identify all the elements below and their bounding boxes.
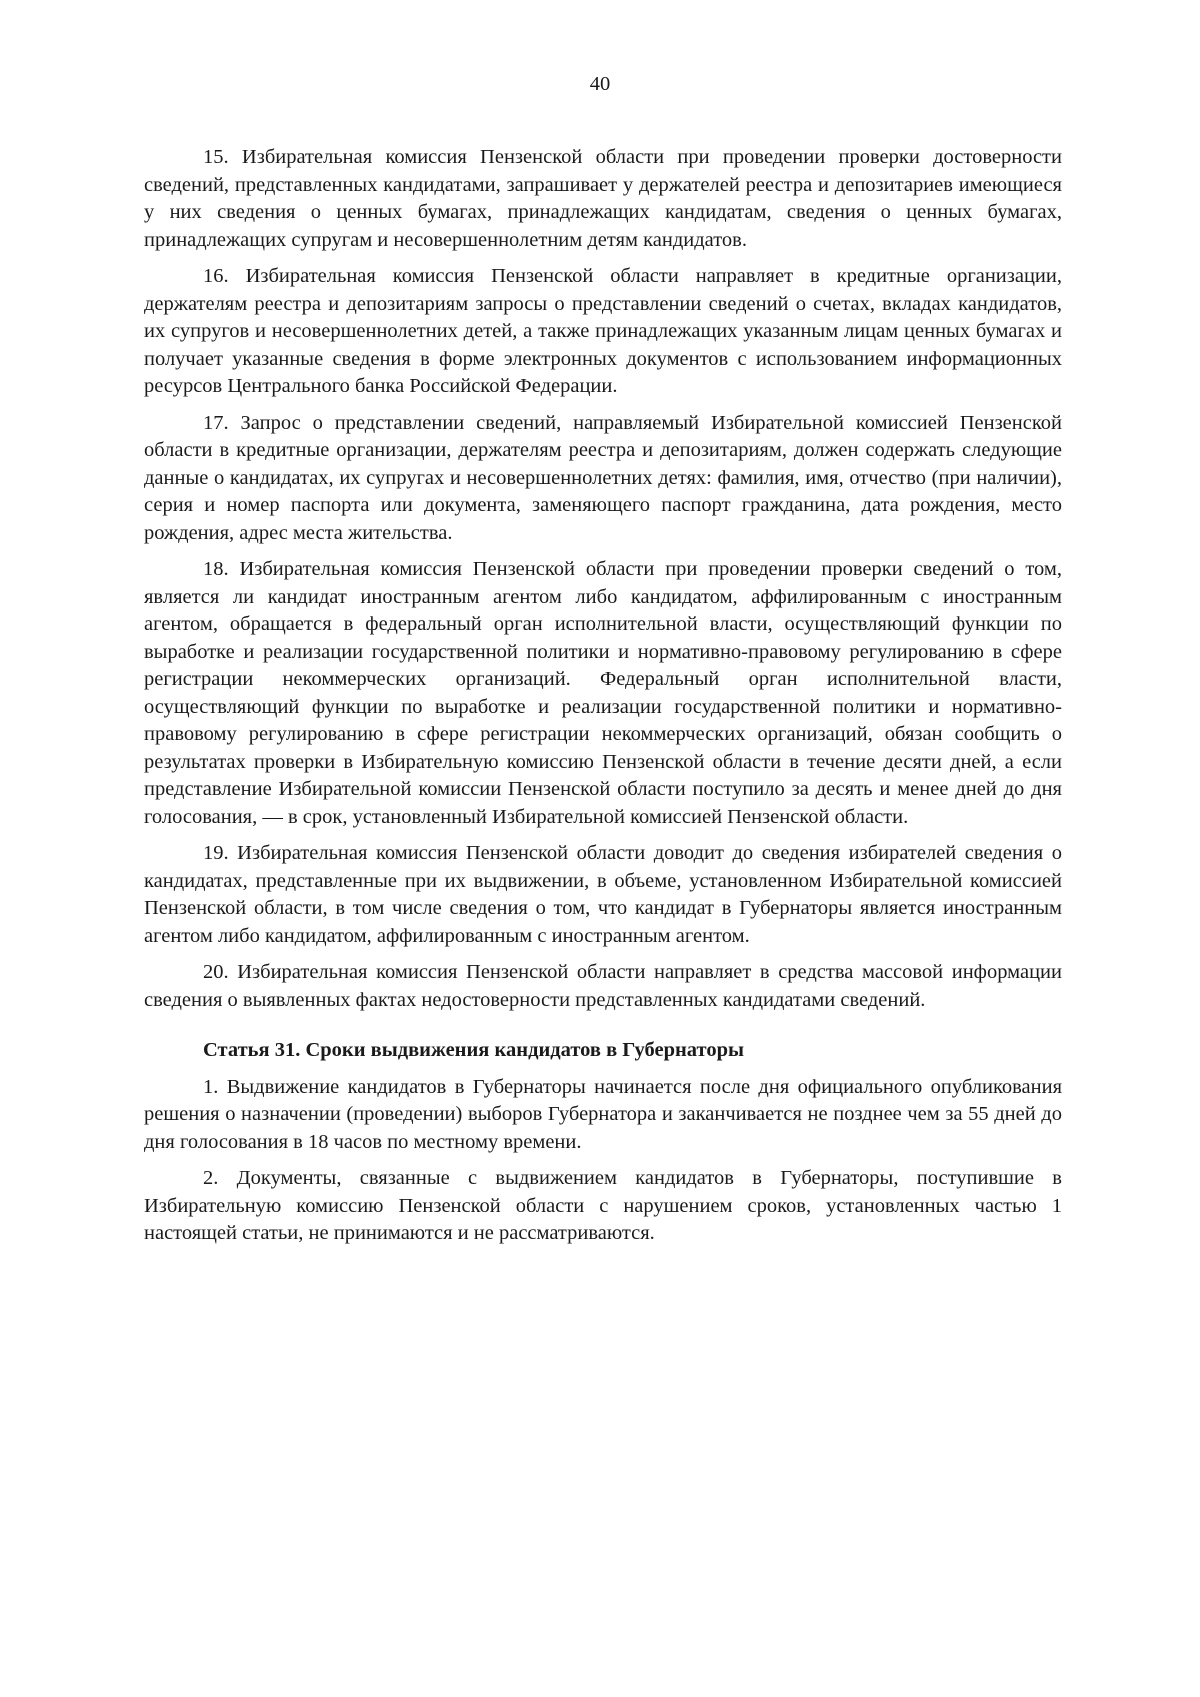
paragraph-15: 15. Избирательная комиссия Пензенской области при проведении проверки достоверности сведений, представленных кандидатами, запрашивает у держателей реестра и депозитариев имеющиеся у них сведения о ценных бумагах, принадлежащих кандидатам, сведения о ценных бумагах, принадлежащих супругам и несовершеннолетним детям кандидатов. bbox=[144, 146, 1062, 251]
document-body bbox=[144, 144, 1062, 1257]
paragraph-18: 18. Избирательная комиссия Пензенской области при проведении проверки сведений о том, является ли кандидат иностранным агентом либо кандидатом, аффилированным с иностранным агентом, обращается в федеральный орган исполнительной власти, осуществляющий функции по выработке и реализации государственной политики и нормативно-правовому регулированию в сфере регистрации некоммерческих организаций. Федеральный орган исполнительной власти, осуществляющий функции по выработке и реализации государственной политики и нормативно-правовому регулированию в сфере регистрации некоммерческих организаций, обязан сообщить о результатах проверки в Избирательную комиссию Пензенской области в течение десяти дней, а если представление Избирательной комиссии Пензенской области поступило за десять и менее дней до дня голосования, — в срок, установленный Избирательной комиссией Пензенской области. bbox=[144, 558, 1062, 828]
article-paragraph-1: 1. Выдвижение кандидатов в Губернаторы начинается после дня официального опубликования решения о назначении (проведении) выборов Губернатора и заканчивается не позднее чем за 55 дней до дня голосования в 18 часов по местному времени. bbox=[144, 1075, 1062, 1153]
paragraph-20: 20. Избирательная комиссия Пензенской области направляет в средства массовой информации сведения о выявленных фактах недостоверности представленных кандидатами сведений. bbox=[144, 961, 1062, 1011]
page-number: 40 bbox=[589, 73, 611, 95]
paragraph-17: 17. Запрос о представлении сведений, направляемый Избирательной комиссией Пензенской области в кредитные организации, держателям реестра и депозитариям, должен содержать следующие данные о кандидатах, их супругах и несовершеннолетних детях: фамилия, имя, отчество (при наличии), серия и номер паспорта или документа, заменяющего паспорт гражданина, дата рождения, место рождения, адрес места жительства. bbox=[144, 411, 1062, 544]
article-heading: Статья 31. Сроки выдвижения кандидатов в Губернаторы bbox=[203, 1039, 744, 1061]
article-paragraph-2: 2. Документы, связанные с выдвижением кандидатов в Губернаторы, поступившие в Избирательную комиссию Пензенской области с нарушением сроков, установленных частью 1 настоящей статьи, не принимаются и не рассматриваются. bbox=[144, 1167, 1062, 1244]
paragraph-16: 16. Избирательная комиссия Пензенской области направляет в кредитные организации, держателям реестра и депозитариям запросы о представлении сведений о счетах, вкладах кандидатов, их супругов и несовершеннолетних детей, а также принадлежащих указанным лицам ценных бумагах и получает указанные сведения в форме электронных документов с использованием информационных ресурсов Центрального банка Российской Федерации. bbox=[144, 265, 1062, 397]
paragraph-19: 19. Избирательная комиссия Пензенской области доводит до сведения избирателей сведения о кандидатах, представленные при их выдвижении, в объеме, установленном Избирательной комиссией Пензенской области, в том числе сведения о том, что кандидат в Губернаторы является иностранным агентом либо кандидатом, аффилированным с иностранным агентом. bbox=[144, 842, 1062, 947]
